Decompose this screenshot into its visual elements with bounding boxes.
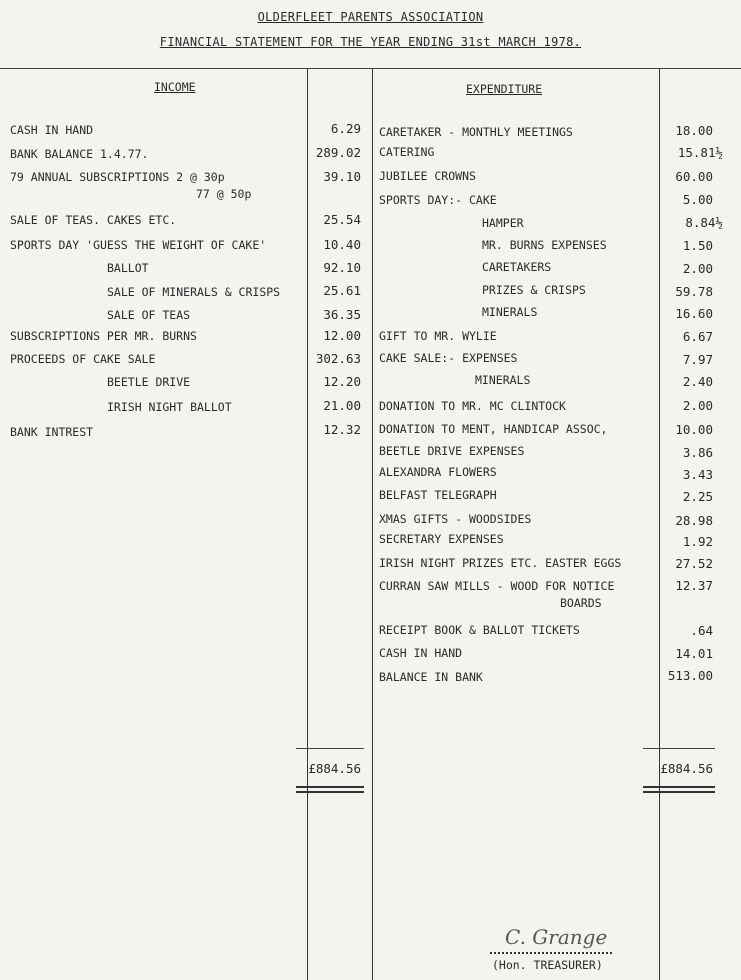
- income-amount-rule-left: [307, 68, 308, 980]
- expenditure-label: IRISH NIGHT PRIZES ETC. EASTER EGGS: [379, 556, 622, 570]
- expenditure-label: SPORTS DAY:- CAKE: [379, 193, 497, 207]
- income-label: SUBSCRIPTIONS PER MR. BURNS: [10, 329, 197, 343]
- income-label: BEETLE DRIVE: [107, 375, 191, 389]
- expenditure-amount: 28.98: [675, 513, 713, 528]
- income-label: BANK INTREST: [10, 425, 94, 439]
- expenditure-label: BALANCE IN BANK: [379, 670, 483, 684]
- expenditure-label: SECRETARY EXPENSES: [379, 532, 504, 546]
- expenditure-label: RECEIPT BOOK & BALLOT TICKETS: [379, 623, 580, 637]
- expenditure-label: MINERALS: [482, 305, 538, 319]
- income-amount: 92.10: [323, 260, 361, 275]
- expenditure-total: £884.56: [660, 761, 713, 776]
- association-title: OLDERFLEET PARENTS ASSOCIATION: [257, 10, 484, 24]
- expenditure-amount: 60.00: [675, 169, 713, 184]
- expenditure-label: JUBILEE CROWNS: [379, 169, 476, 183]
- income-label: SPORTS DAY 'GUESS THE WEIGHT OF CAKE': [10, 238, 267, 252]
- income-total-double-rule-2: [296, 791, 364, 793]
- expenditure-amount: 18.00: [675, 123, 713, 138]
- income-label: SALE OF TEAS: [107, 308, 191, 322]
- expenditure-amount: 1.50: [682, 238, 713, 253]
- expenditure-label: CURRAN SAW MILLS - WOOD FOR NOTICE: [379, 579, 615, 593]
- expenditure-amount: 2.25: [682, 489, 713, 504]
- income-amount: 289.02: [315, 145, 361, 160]
- expenditure-label: MR. BURNS EXPENSES: [482, 238, 607, 252]
- expenditure-label: CARETAKERS: [482, 260, 552, 274]
- income-amount: 25.61: [323, 283, 361, 298]
- income-label: PROCEEDS OF CAKE SALE: [10, 352, 156, 366]
- statement-title: FINANCIAL STATEMENT FOR THE YEAR ENDING 31st MARCH 1978.: [159, 35, 582, 49]
- expenditure-label: MINERALS: [475, 373, 531, 387]
- expenditure-amount: 10.00: [675, 422, 713, 437]
- expenditure-amount: 2.00: [682, 398, 713, 413]
- treasurer-signature: C. Grange: [505, 925, 608, 949]
- top-rule: [0, 68, 741, 69]
- income-label: BALLOT: [107, 261, 149, 275]
- income-amount: 21.00: [323, 398, 361, 413]
- expenditure-label: BOARDS: [560, 596, 602, 610]
- expenditure-heading: EXPENDITURE: [466, 82, 543, 96]
- expenditure-label: PRIZES & CRISPS: [482, 283, 586, 297]
- expenditure-label: DONATION TO MENT, HANDICAP ASSOC,: [379, 422, 608, 436]
- income-label: SALE OF TEAS. CAKES ETC.: [10, 213, 177, 227]
- expenditure-amount: 2.40: [682, 374, 713, 389]
- expenditure-label: DONATION TO MR. MC CLINTOCK: [379, 399, 566, 413]
- expenditure-amount: .64: [690, 623, 713, 638]
- expenditure-total-double-rule-2: [643, 791, 715, 793]
- expenditure-label: CASH IN HAND: [379, 646, 463, 660]
- expenditure-amount-rule-left: [659, 68, 660, 980]
- income-label: CASH IN HAND: [10, 123, 94, 137]
- expenditure-amount: 3.43: [682, 467, 713, 482]
- expenditure-amount: 16.60: [675, 306, 713, 321]
- expenditure-total-double-rule-1: [643, 786, 715, 788]
- expenditure-total-rule: [643, 748, 715, 749]
- expenditure-label: CARETAKER - MONTHLY MEETINGS: [379, 125, 573, 139]
- expenditure-amount: 6.67: [682, 329, 713, 344]
- expenditure-amount: 2.00: [682, 261, 713, 276]
- income-label: 77 @ 50p: [196, 187, 252, 201]
- expenditure-label: HAMPER: [482, 216, 524, 230]
- treasurer-title: (Hon. TREASURER): [492, 958, 603, 972]
- income-amount: 6.29: [330, 121, 361, 136]
- expenditure-amount: 7.97: [682, 352, 713, 367]
- expenditure-label: ALEXANDRA FLOWERS: [379, 465, 497, 479]
- expenditure-amount: 513.00: [667, 668, 713, 683]
- expenditure-amount: 8.84½: [685, 215, 723, 230]
- income-amount: 302.63: [315, 351, 361, 366]
- expenditure-amount: 12.37: [675, 578, 713, 593]
- income-amount: 12.00: [323, 328, 361, 343]
- income-amount: 12.20: [323, 374, 361, 389]
- expenditure-amount: 3.86: [682, 445, 713, 460]
- expenditure-amount: 27.52: [675, 556, 713, 571]
- expenditure-label: GIFT TO MR. WYLIE: [379, 329, 497, 343]
- income-total: £884.56: [308, 761, 361, 776]
- income-amount: 10.40: [323, 237, 361, 252]
- income-amount: 36.35: [323, 307, 361, 322]
- column-divider: [372, 68, 373, 980]
- signature-dotted-line: [490, 952, 612, 954]
- income-label: 79 ANNUAL SUBSCRIPTIONS 2 @ 30p: [10, 170, 225, 184]
- income-label: BANK BALANCE 1.4.77.: [10, 147, 149, 161]
- income-total-double-rule-1: [296, 786, 364, 788]
- income-label: IRISH NIGHT BALLOT: [107, 400, 232, 414]
- expenditure-amount: 14.01: [675, 646, 713, 661]
- expenditure-amount: 1.92: [682, 534, 713, 549]
- expenditure-label: BEETLE DRIVE EXPENSES: [379, 444, 525, 458]
- expenditure-label: BELFAST TELEGRAPH: [379, 488, 497, 502]
- expenditure-label: CATERING: [379, 145, 435, 159]
- expenditure-amount: 15.81½: [677, 145, 723, 160]
- income-label: SALE OF MINERALS & CRISPS: [107, 285, 281, 299]
- income-total-rule: [296, 748, 364, 749]
- expenditure-amount: 59.78: [675, 284, 713, 299]
- income-amount: 39.10: [323, 169, 361, 184]
- expenditure-label: CAKE SALE:- EXPENSES: [379, 351, 518, 365]
- income-heading: INCOME: [154, 80, 196, 94]
- income-amount: 12.32: [323, 422, 361, 437]
- income-amount: 25.54: [323, 212, 361, 227]
- expenditure-amount: 5.00: [682, 192, 713, 207]
- expenditure-label: XMAS GIFTS - WOODSIDES: [379, 512, 532, 526]
